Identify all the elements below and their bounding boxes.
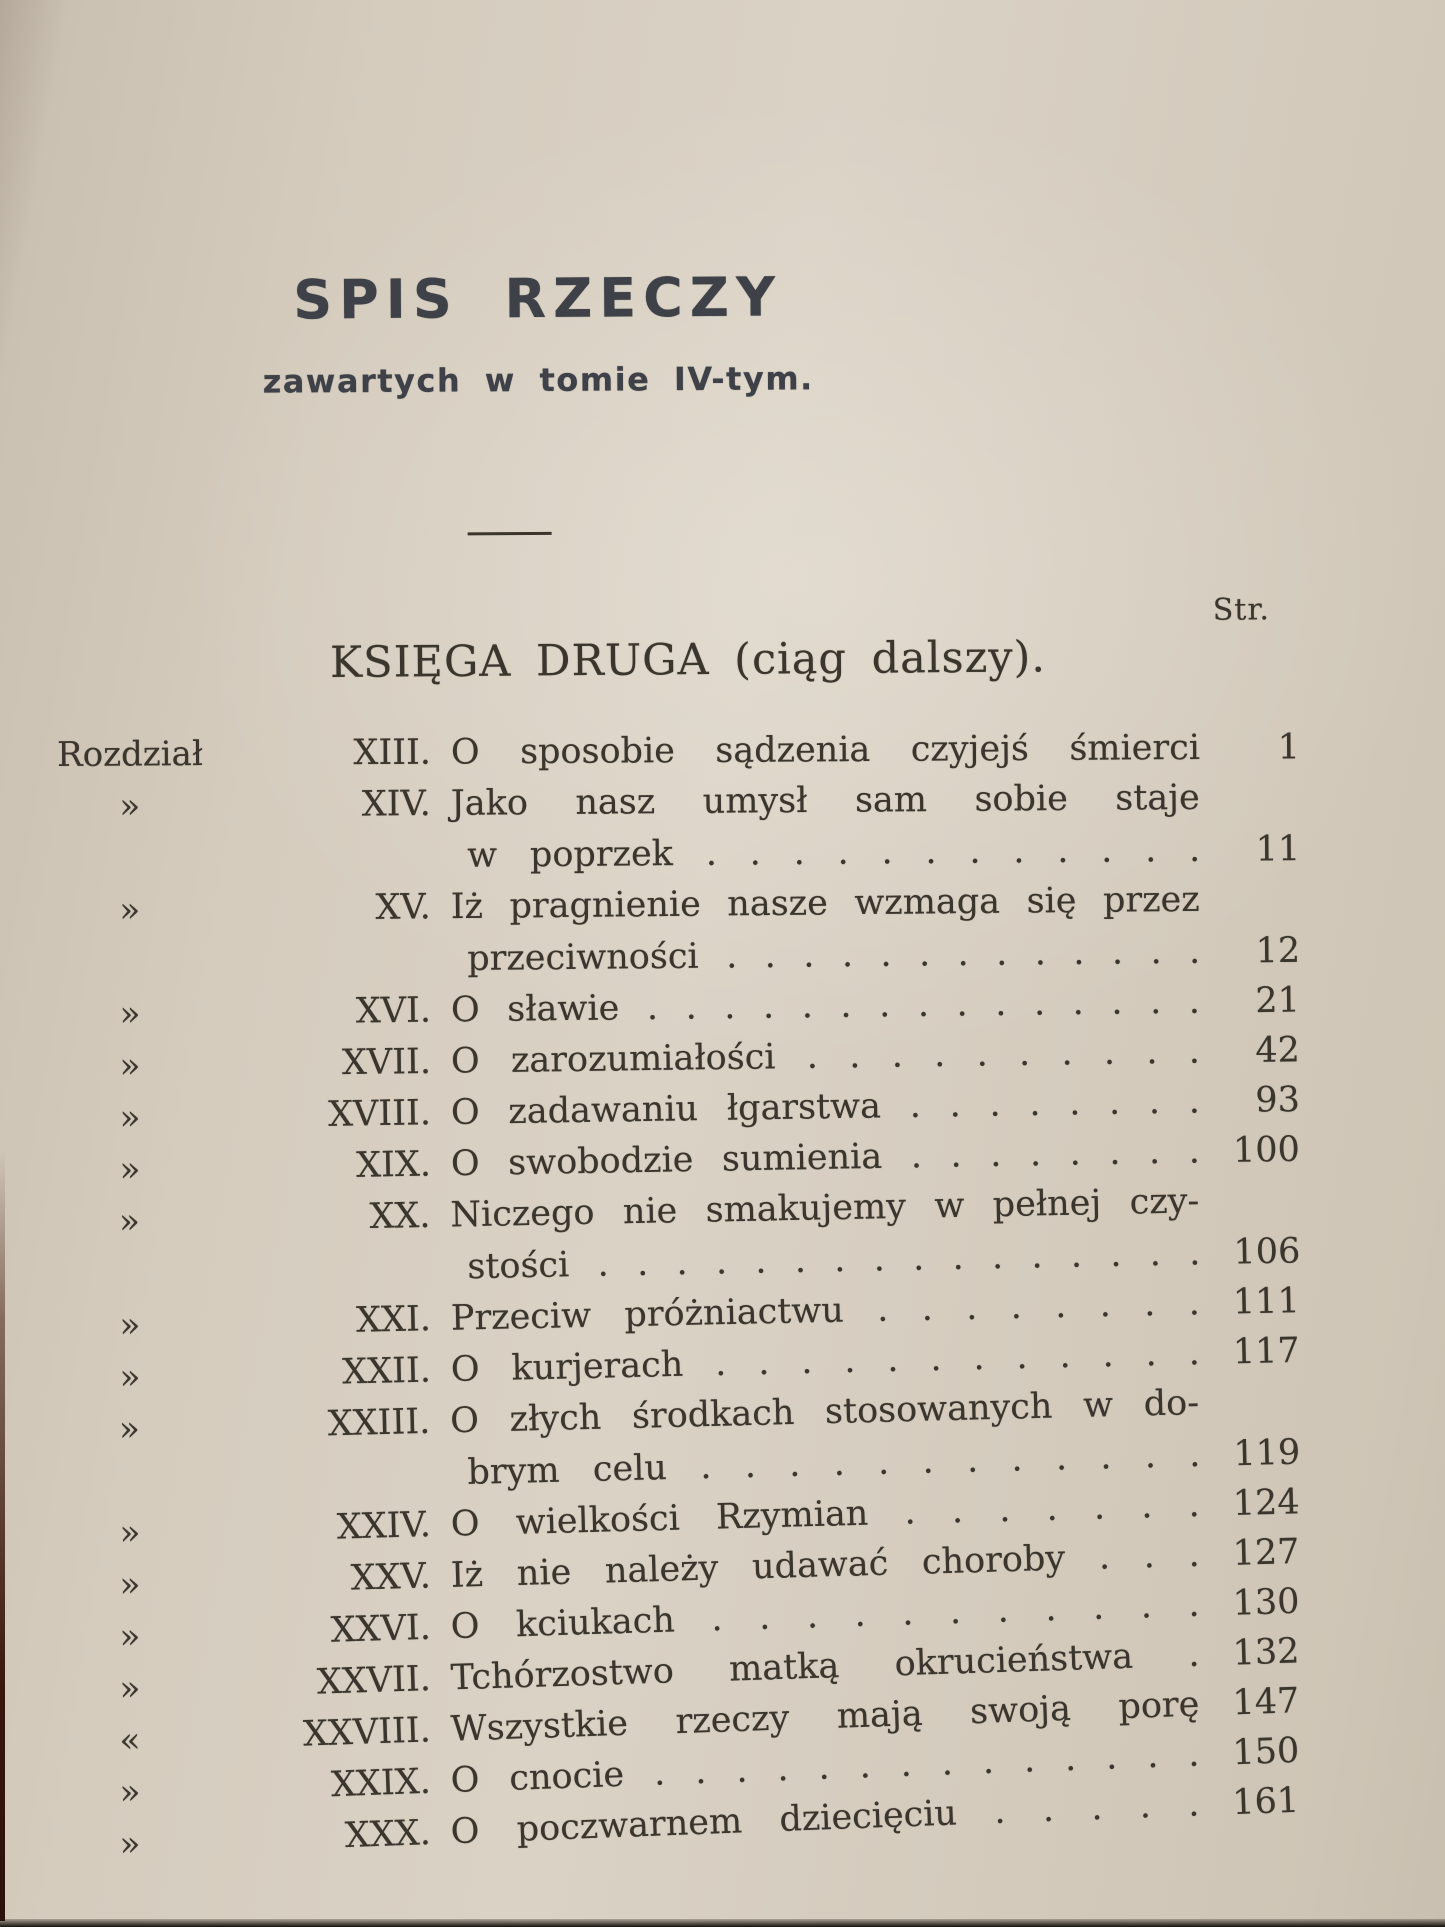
toc-row-marker: » xyxy=(119,1097,141,1139)
toc-row-marker: « xyxy=(118,1720,142,1761)
toc-row-marker: » xyxy=(118,1771,142,1813)
toc-row-page-number: 124 xyxy=(1232,1482,1301,1525)
toc-row-page-number: 130 xyxy=(1232,1581,1301,1624)
toc-row-title-line1: O sławie . . . . . . . . . . . . . . . xyxy=(450,981,1201,1031)
toc-row-page-number: 12 xyxy=(1255,930,1301,972)
toc-row-page-number: 147 xyxy=(1231,1681,1300,1724)
toc-row-marker: » xyxy=(119,1305,141,1346)
toc-row-page-number: 21 xyxy=(1255,980,1301,1022)
toc-row-numeral: XVIII. xyxy=(327,1093,432,1135)
toc-row-numeral: XXII. xyxy=(341,1350,432,1393)
toc-row-numeral: XXVI. xyxy=(330,1607,432,1651)
toc-row-title-line1: Iż nie należy udawać choroby . . . xyxy=(450,1534,1201,1596)
toc-row-title-line1: Iż pragnienie nasze wzmaga się przez xyxy=(450,879,1200,928)
page-number-column-header: Str. xyxy=(1212,592,1271,628)
toc-row-numeral: XIX. xyxy=(355,1144,432,1186)
toc-row-numeral: XXX. xyxy=(344,1813,432,1857)
toc-row-title-line1: O cnocie . . . . . . . . . . . . . . xyxy=(450,1734,1200,1801)
toc-row-title-line1: Niczego nie smakujemy w pełnej czy- xyxy=(450,1181,1200,1236)
toc-row-title-line2: w poprzek . . . . . . . . . . . . xyxy=(467,829,1201,876)
toc-row-page-number: 132 xyxy=(1231,1631,1301,1674)
toc-row-title xyxy=(444,1175,1201,1293)
toc-row-title-line1: O zarozumiałości . . . . . . . . . . xyxy=(450,1031,1201,1082)
toc-row-title-line1: O kciukach . . . . . . . . . . . xyxy=(450,1584,1201,1648)
toc-row-title-line1: Przeciw próżniactwu . . . . . . . . xyxy=(450,1283,1201,1339)
toc-row-marker: » xyxy=(119,786,141,827)
toc-row-numeral: XXVIII. xyxy=(302,1710,432,1755)
toc-row-marker: » xyxy=(119,1045,141,1087)
page-header xyxy=(0,0,1262,539)
toc-row-numeral: XXV. xyxy=(350,1556,432,1599)
toc-row-marker: » xyxy=(119,1357,141,1398)
toc-row-title-line1: O kurjerach . . . . . . . . . . . . xyxy=(450,1333,1201,1391)
page-title: SPIS RZECZY xyxy=(293,265,783,332)
toc-row-page-number: 11 xyxy=(1255,829,1301,870)
toc-row-marker: » xyxy=(118,1823,142,1865)
toc-row-marker: » xyxy=(118,1408,141,1450)
toc-row-title-line1: O zadawaniu łgarstwa . . . . . . . . xyxy=(450,1081,1201,1133)
toc-row-marker: » xyxy=(119,890,141,931)
toc-row-page-number: 106 xyxy=(1233,1231,1301,1273)
toc-row-numeral: XX. xyxy=(369,1195,431,1238)
toc-row-numeral: XXIII. xyxy=(327,1401,431,1445)
toc-row-marker: » xyxy=(119,994,141,1035)
toc-row-numeral: XXVII. xyxy=(316,1659,432,1703)
toc-row-marker: » xyxy=(118,1668,141,1709)
toc-row-page-number: 100 xyxy=(1232,1129,1301,1171)
toc-row-marker: » xyxy=(119,1564,141,1606)
toc-row-title-line2: przeciwności . . . . . . . . . . . . . xyxy=(467,931,1201,979)
toc-row-title-line1: O poczwarnem dziecięciu . . . . . xyxy=(449,1784,1200,1853)
toc-row-numeral: XV. xyxy=(375,887,431,928)
toc-row-title-line1: Wszystkie rzeczy mają swoją porę xyxy=(450,1684,1201,1750)
toc-row-page-number: 93 xyxy=(1255,1079,1301,1121)
page-subtitle: zawartych w tomie IV-tym. xyxy=(262,359,814,401)
toc-row-page-number: 42 xyxy=(1255,1030,1301,1071)
toc-row-title-line1: O sposobie sądzenia czyjejś śmierci xyxy=(450,728,1201,773)
toc-row-marker: » xyxy=(119,1512,141,1554)
toc-row-numeral: XXI. xyxy=(355,1299,432,1341)
toc-row-page-number: 119 xyxy=(1232,1432,1301,1475)
toc-row xyxy=(55,771,1301,885)
photo-edge-left xyxy=(0,1150,5,1921)
toc-row-numeral: XXIX. xyxy=(330,1761,432,1806)
toc-row-page-number: 111 xyxy=(1232,1281,1301,1323)
toc-row-page-number: 117 xyxy=(1232,1330,1301,1373)
toc-row-title-line1: O wielkości Rzymian . . . . . . . xyxy=(450,1484,1201,1545)
toc-row-title-line2: brym celu . . . . . . . . . . . . xyxy=(467,1435,1201,1493)
toc-row-page-number: 161 xyxy=(1231,1780,1300,1824)
table-of-contents xyxy=(0,591,1445,1873)
toc-row-numeral: XIV. xyxy=(361,784,431,825)
toc-row-marker: » xyxy=(118,1201,141,1242)
toc-row-title-line1: Jako nasz umysł sam sobie staje xyxy=(450,777,1200,824)
toc-row-numeral: XIII. xyxy=(353,732,432,774)
divider-rule xyxy=(467,532,551,536)
toc-row-title-line1: O złych środkach stosowanych w do- xyxy=(449,1383,1200,1442)
toc-row-title xyxy=(445,772,1201,882)
toc-row-marker: » xyxy=(118,1616,141,1658)
toc-row-page-number: 127 xyxy=(1232,1532,1301,1574)
photo-edge-bottom xyxy=(0,1919,1445,1927)
toc-row-marker: Rozdział xyxy=(56,734,204,775)
section-heading: KSIĘGA DRUGA (ciąg dalszy). xyxy=(329,632,1047,688)
toc-row-page-number: 150 xyxy=(1231,1730,1300,1774)
toc-row-title-line2: stości . . . . . . . . . . . . . . . . xyxy=(467,1233,1201,1288)
toc-row-numeral: XVII. xyxy=(341,1041,432,1084)
toc-row-title xyxy=(444,874,1200,985)
toc-row-numeral: XVI. xyxy=(355,990,432,1032)
toc-list xyxy=(55,729,1300,1873)
toc-row-numeral: XXIV. xyxy=(336,1505,432,1548)
toc-row-title xyxy=(445,722,1200,779)
toc-row-page-number: 1 xyxy=(1277,727,1301,768)
toc-row-title-line1: Tchórzostwo matką okrucieństwa . xyxy=(450,1634,1201,1699)
toc-row-marker: » xyxy=(119,1149,141,1190)
toc-row-title-line1: O swobodzie sumienia . . . . . . . . xyxy=(450,1131,1201,1185)
toc-row xyxy=(54,873,1300,989)
